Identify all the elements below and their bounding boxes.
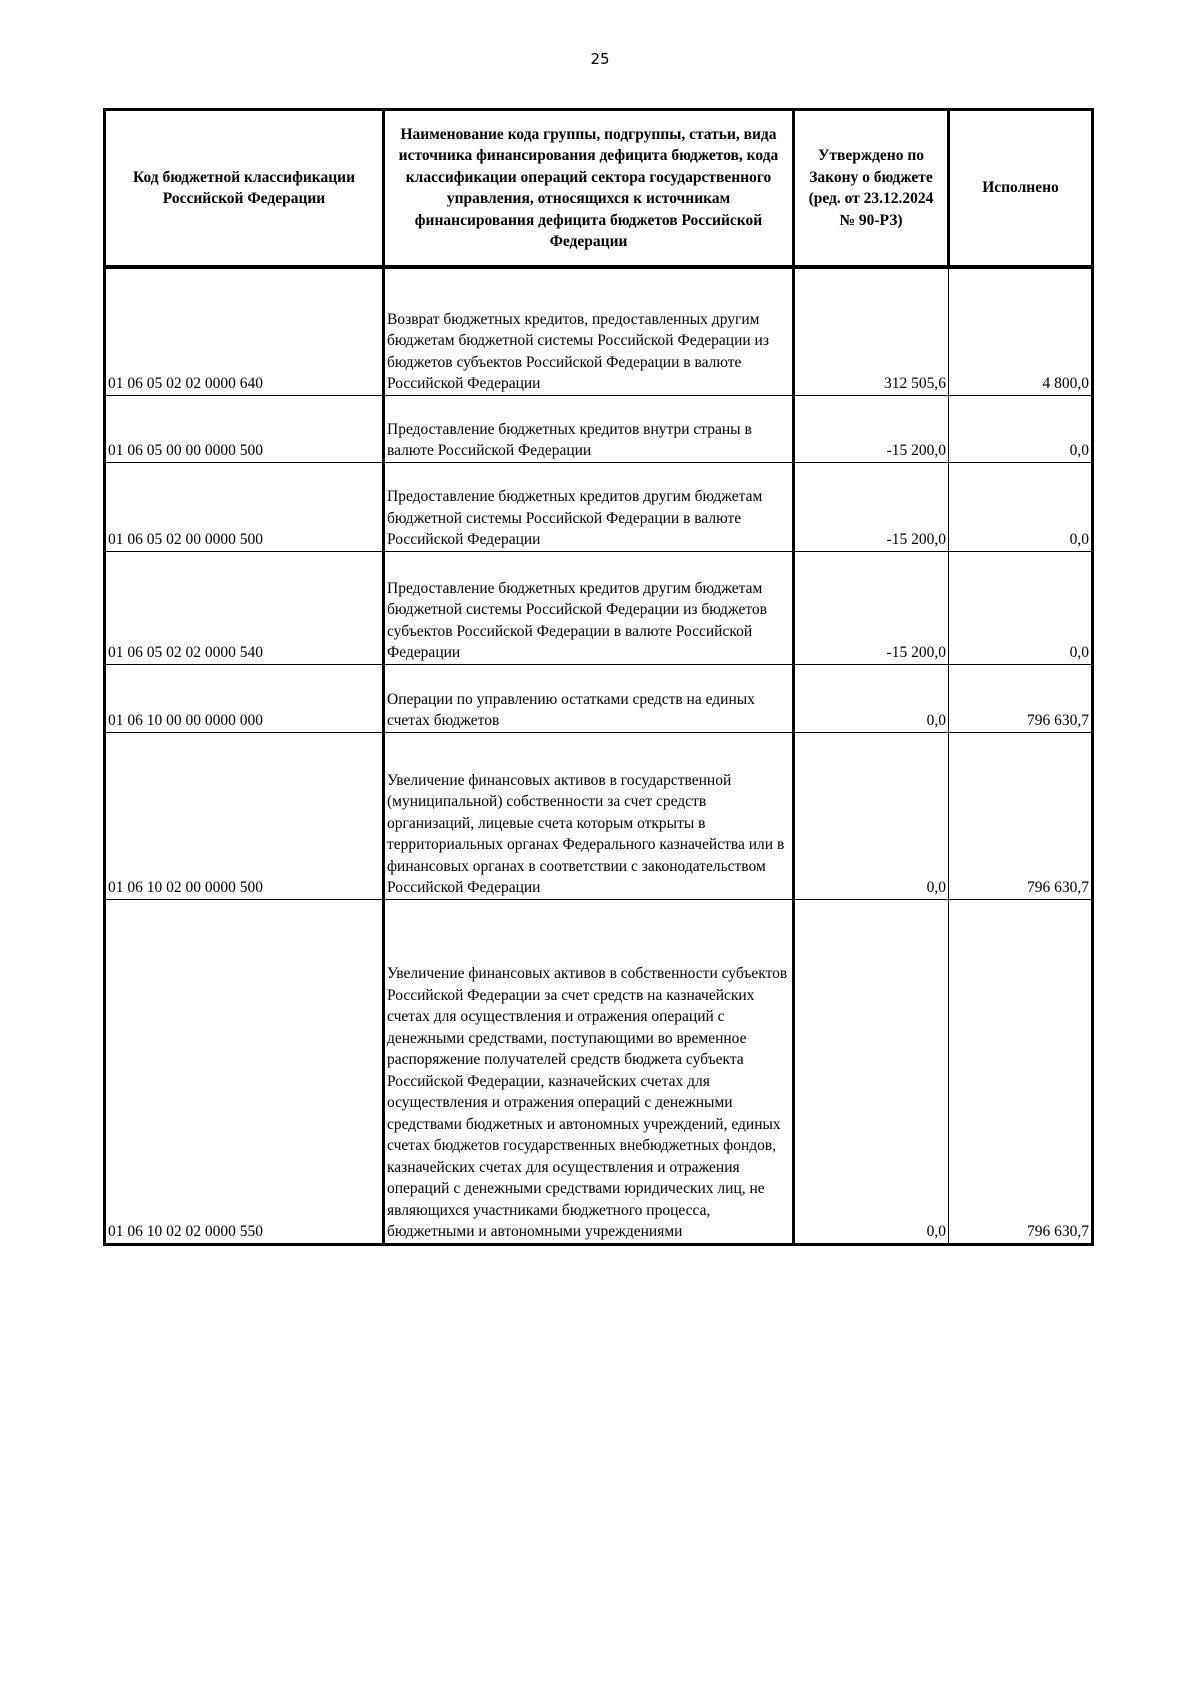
- row-code: 01 06 05 02 00 0000 500: [105, 462, 384, 551]
- row-approved: -15 200,0: [794, 551, 949, 664]
- row-executed: 0,0: [949, 551, 1093, 664]
- table-row: [105, 267, 1093, 395]
- header-name: Наименование кода группы, подгруппы, статьи, вида источника финансирования дефицита бюджетов, кода классификации операций сектора государственного управления, относящихся к источникам финансирования дефицита бюджетов Российской Федерации: [384, 110, 794, 268]
- row-code: 01 06 10 02 00 0000 500: [105, 732, 384, 899]
- row-approved: 0,0: [794, 664, 949, 732]
- row-executed: 4 800,0: [949, 267, 1093, 395]
- table-row: [105, 395, 1093, 462]
- row-name: Предоставление бюджетных кредитов другим бюджетам бюджетной системы Российской Федерации в валюте Российской Федерации: [384, 462, 794, 551]
- row-executed: 0,0: [949, 462, 1093, 551]
- row-name: Предоставление бюджетных кредитов другим бюджетам бюджетной системы Российской Федерации из бюджетов субъектов Российской Федерации в валюте Российской Федерации: [384, 551, 794, 664]
- row-approved: -15 200,0: [794, 395, 949, 462]
- table-row: [105, 462, 1093, 551]
- row-executed: 796 630,7: [949, 899, 1093, 1244]
- row-executed: 796 630,7: [949, 664, 1093, 732]
- row-approved: 0,0: [794, 899, 949, 1244]
- row-executed: 0,0: [949, 395, 1093, 462]
- page-number: 25: [590, 50, 610, 68]
- table-row: [105, 899, 1093, 1244]
- header-code: Код бюджетной классификации Российской Федерации: [105, 110, 384, 268]
- row-code: 01 06 10 00 00 0000 000: [105, 664, 384, 732]
- table-row: [105, 551, 1093, 664]
- table-header: [105, 110, 1093, 268]
- row-approved: 312 505,6: [794, 267, 949, 395]
- row-name: Возврат бюджетных кредитов, предоставленных другим бюджетам бюджетной системы Российской Федерации из бюджетов субъектов Российской Федерации в валюте Российской Федерации: [384, 267, 794, 395]
- row-code: 01 06 05 02 02 0000 640: [105, 267, 384, 395]
- table-body: [105, 267, 1093, 1244]
- row-approved: -15 200,0: [794, 462, 949, 551]
- row-name: Операции по управлению остатками средств на единых счетах бюджетов: [384, 664, 794, 732]
- row-name: Увеличение финансовых активов в государственной (муниципальной) собственности за счет средств организаций, лицевые счета которым открыты в территориальных органах Федерального казначейства или в финансовых органах в соответствии с законодательством Российской Федерации: [384, 732, 794, 899]
- row-name: Предоставление бюджетных кредитов внутри страны в валюте Российской Федерации: [384, 395, 794, 462]
- table-row: [105, 732, 1093, 899]
- budget-sources-table: [103, 108, 1094, 1246]
- row-code: 01 06 05 02 02 0000 540: [105, 551, 384, 664]
- row-name: Увеличение финансовых активов в собственности субъектов Российской Федерации за счет средств на казначейских счетах для осуществления и отражения операций с денежными средствами, поступающими во временное распоряжение получателей средств бюджета субъекта Российской Федерации, казначейских счетах для осуществления и отражения операций с денежными средствами бюджетных и автономных учреждений, единых счетах бюджетов государственных внебюджетных фондов, казначейских счетах для осуществления и отражения операций с денежными средствами юридических лиц, не являющихся участниками бюджетного процесса, бюджетными и автономными учреждениями: [384, 899, 794, 1244]
- header-executed: Исполнено: [949, 110, 1093, 268]
- row-code: 01 06 10 02 02 0000 550: [105, 899, 384, 1244]
- row-code: 01 06 05 00 00 0000 500: [105, 395, 384, 462]
- table-row: [105, 664, 1093, 732]
- row-executed: 796 630,7: [949, 732, 1093, 899]
- header-approved: Утверждено по Закону о бюджете (ред. от 23.12.2024 № 90-РЗ): [794, 110, 949, 268]
- row-approved: 0,0: [794, 732, 949, 899]
